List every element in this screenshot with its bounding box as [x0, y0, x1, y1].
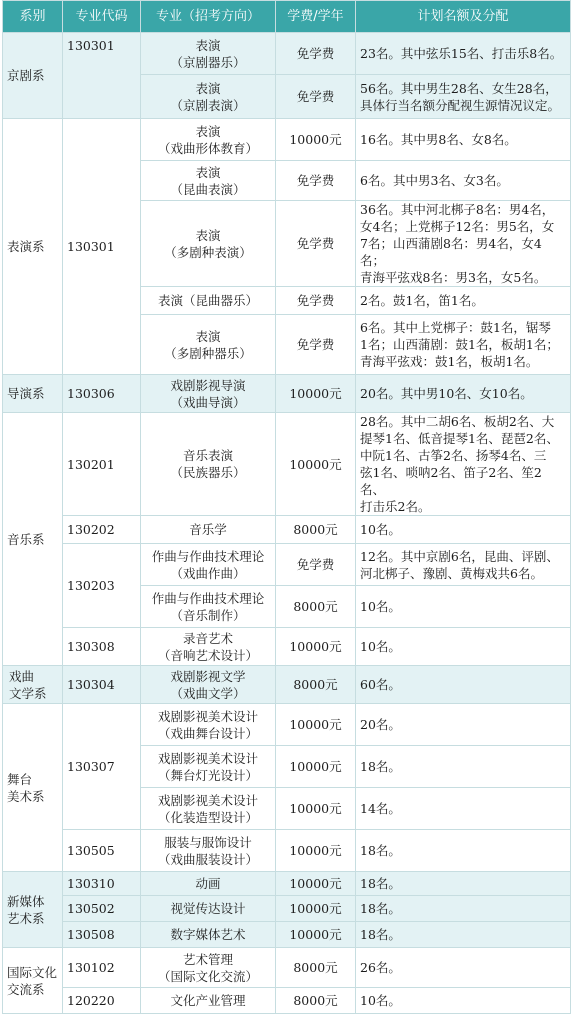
table-row — [3, 413, 571, 516]
major-cell: 作曲与作曲技术理论 （音乐制作） — [141, 586, 276, 628]
major-cell: 服装与服饰设计 （戏曲服装设计） — [141, 830, 276, 872]
dept-cell: 新媒体 艺术系 — [3, 872, 63, 948]
table-row — [3, 704, 571, 746]
quota-cell: 18名。 — [356, 746, 571, 788]
major-cell: 表演（昆曲器乐） — [141, 287, 276, 315]
quota-cell: 18名。 — [356, 922, 571, 948]
fee-cell: 免学费 — [276, 315, 356, 375]
code-cell: 130201 — [63, 413, 141, 516]
table-row — [3, 516, 571, 544]
major-cell: 表演 （昆曲表演） — [141, 161, 276, 201]
code-cell: 130203 — [63, 544, 141, 628]
code-cell: 130202 — [63, 516, 141, 544]
major-cell: 表演 （京剧表演） — [141, 75, 276, 119]
header-row — [3, 1, 571, 33]
fee-cell: 8000元 — [276, 516, 356, 544]
quota-cell: 10名。 — [356, 516, 571, 544]
dept-cell: 表演系 — [3, 119, 63, 375]
quota-cell: 20名。其中男10名、女10名。 — [356, 375, 571, 413]
quota-cell: 2名。鼓1名，笛1名。 — [356, 287, 571, 315]
code-cell: 130307 — [63, 704, 141, 830]
fee-cell: 10000元 — [276, 704, 356, 746]
code-cell: 130306 — [63, 375, 141, 413]
quota-cell: 10名。 — [356, 586, 571, 628]
major-cell: 戏剧影视导演 （戏曲导演） — [141, 375, 276, 413]
code-cell: 120220 — [63, 988, 141, 1014]
table-row — [3, 33, 571, 75]
fee-cell: 10000元 — [276, 872, 356, 896]
code-cell: 130505 — [63, 830, 141, 872]
fee-cell: 免学费 — [276, 75, 356, 119]
major-cell: 表演 （戏曲形体教育） — [141, 119, 276, 161]
major-cell: 动画 — [141, 872, 276, 896]
table-row — [3, 628, 571, 666]
table-row — [3, 666, 571, 704]
code-cell: 130310 — [63, 872, 141, 896]
quota-cell: 23名。其中弦乐15名、打击乐8名。 — [356, 33, 571, 75]
fee-cell: 10000元 — [276, 746, 356, 788]
code-cell: 130301 — [63, 119, 141, 375]
major-cell: 表演 （京剧器乐） — [141, 33, 276, 75]
quota-cell: 6名。其中上党梆子：鼓1名，锯琴 1名；山西蒲剧：鼓1名，板胡1名； 青海平弦戏：鼓1名，板胡1名。 — [356, 315, 571, 375]
fee-cell: 10000元 — [276, 628, 356, 666]
quota-cell: 10名。 — [356, 628, 571, 666]
major-cell: 艺术管理 （国际文化交流） — [141, 948, 276, 988]
quota-cell: 20名。 — [356, 704, 571, 746]
major-cell: 戏剧影视美术设计 （化装造型设计） — [141, 788, 276, 830]
major-cell: 表演 （多剧种器乐） — [141, 315, 276, 375]
enrollment-plan-table — [2, 0, 571, 1014]
table-row — [3, 948, 571, 988]
code-cell: 130102 — [63, 948, 141, 988]
quota-cell: 10名。 — [356, 988, 571, 1014]
dept-cell: 戏曲 文学系 — [3, 666, 63, 704]
quota-cell: 60名。 — [356, 666, 571, 704]
major-cell: 戏剧影视文学 （戏曲文学） — [141, 666, 276, 704]
major-cell: 音乐表演 （民族器乐） — [141, 413, 276, 516]
code-cell: 130304 — [63, 666, 141, 704]
fee-cell: 8000元 — [276, 988, 356, 1014]
dept-cell: 京剧系 — [3, 33, 63, 119]
fee-cell: 10000元 — [276, 413, 356, 516]
table-row — [3, 375, 571, 413]
fee-cell: 免学费 — [276, 287, 356, 315]
table-row — [3, 896, 571, 922]
major-cell: 数字媒体艺术 — [141, 922, 276, 948]
dept-cell: 音乐系 — [3, 413, 63, 666]
fee-cell: 免学费 — [276, 544, 356, 586]
table-row — [3, 544, 571, 586]
table-row — [3, 988, 571, 1014]
quota-cell: 18名。 — [356, 896, 571, 922]
col-header-code: 专业代码 — [63, 1, 141, 33]
table-row — [3, 922, 571, 948]
quota-cell: 18名。 — [356, 872, 571, 896]
quota-cell: 14名。 — [356, 788, 571, 830]
col-header-major: 专业（招考方向） — [141, 1, 276, 33]
code-cell: 130301 — [63, 33, 141, 119]
quota-cell: 36名。其中河北梆子8名：男4名， 女4名；上党梆子12名：男5名，女 7名；山西蒲剧8名：男4名，女4名； 青海平弦戏8名：男3名，女5名。 — [356, 201, 571, 287]
quota-cell: 28名。其中二胡6名、板胡2名、大 提琴1名、低音提琴1名、琵琶2名、 中阮1名、古筝2名、扬琴4名、三 弦1名、唢呐2名、笛子2名、笙2名、 打击乐2名。 — [356, 413, 571, 516]
fee-cell: 10000元 — [276, 119, 356, 161]
major-cell: 视觉传达设计 — [141, 896, 276, 922]
major-cell: 作曲与作曲技术理论 （戏曲作曲） — [141, 544, 276, 586]
col-header-dept: 系别 — [3, 1, 63, 33]
table-row — [3, 119, 571, 161]
code-cell: 130508 — [63, 922, 141, 948]
major-cell: 戏剧影视美术设计 （舞台灯光设计） — [141, 746, 276, 788]
major-cell: 录音艺术 （音响艺术设计） — [141, 628, 276, 666]
major-cell: 戏剧影视美术设计 （戏曲舞台设计） — [141, 704, 276, 746]
col-header-quota: 计划名额及分配 — [356, 1, 571, 33]
table-row — [3, 872, 571, 896]
quota-cell: 18名。 — [356, 830, 571, 872]
dept-cell: 国际文化 交流系 — [3, 948, 63, 1014]
fee-cell: 10000元 — [276, 922, 356, 948]
fee-cell: 10000元 — [276, 788, 356, 830]
fee-cell: 10000元 — [276, 830, 356, 872]
quota-cell: 26名。 — [356, 948, 571, 988]
code-cell: 130502 — [63, 896, 141, 922]
quota-cell: 12名。其中京剧6名，昆曲、评剧、 河北梆子、豫剧、黄梅戏共6名。 — [356, 544, 571, 586]
table-row — [3, 830, 571, 872]
quota-cell: 56名。其中男生28名、女生28名， 具体行当名额分配视生源情况议定。 — [356, 75, 571, 119]
fee-cell: 免学费 — [276, 201, 356, 287]
fee-cell: 8000元 — [276, 586, 356, 628]
fee-cell: 10000元 — [276, 896, 356, 922]
dept-cell: 舞台 美术系 — [3, 704, 63, 872]
quota-cell: 6名。其中男3名、女3名。 — [356, 161, 571, 201]
major-cell: 表演 （多剧种表演） — [141, 201, 276, 287]
major-cell: 文化产业管理 — [141, 988, 276, 1014]
major-cell: 音乐学 — [141, 516, 276, 544]
quota-cell: 16名。其中男8名、女8名。 — [356, 119, 571, 161]
col-header-fee: 学费/学年 — [276, 1, 356, 33]
dept-cell: 导演系 — [3, 375, 63, 413]
fee-cell: 免学费 — [276, 33, 356, 75]
fee-cell: 免学费 — [276, 161, 356, 201]
fee-cell: 8000元 — [276, 948, 356, 988]
fee-cell: 10000元 — [276, 375, 356, 413]
fee-cell: 8000元 — [276, 666, 356, 704]
code-cell: 130308 — [63, 628, 141, 666]
